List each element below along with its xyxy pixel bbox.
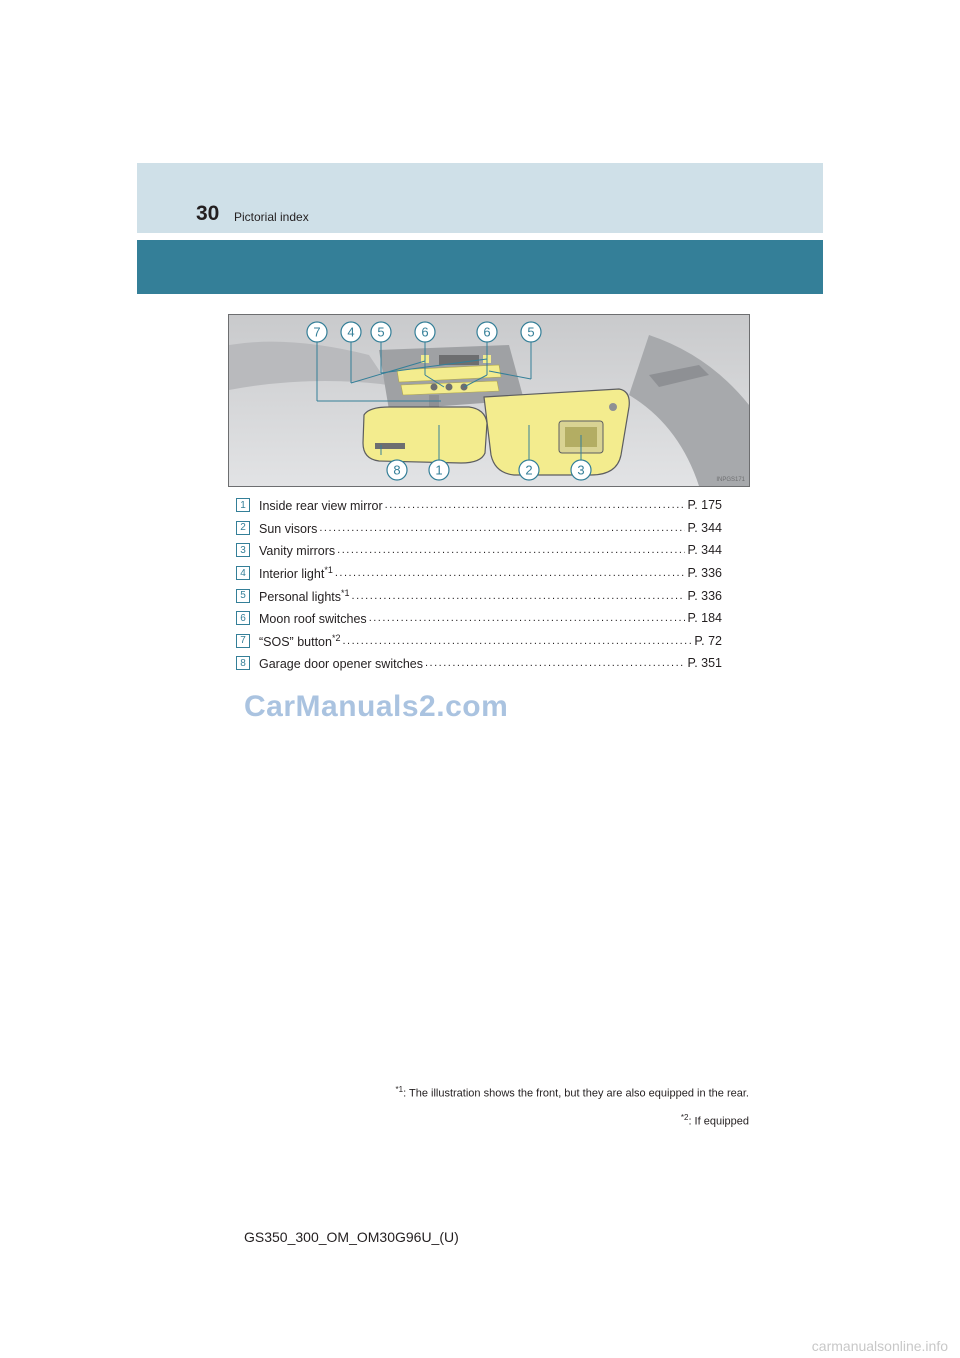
callout-5a-label: 5 [377, 324, 385, 340]
page-reference-link[interactable]: P. 175 [687, 498, 722, 513]
item-footnote-mark: *2 [331, 632, 341, 643]
item-label-text: Interior light [259, 567, 325, 582]
leader-dots [352, 590, 686, 602]
list-item [236, 494, 722, 517]
illustration-drawing [229, 315, 749, 486]
list-item [236, 539, 722, 562]
leader-dots [335, 567, 686, 579]
page-reference-link[interactable]: P. 351 [687, 656, 722, 671]
callout-6a-label: 6 [421, 324, 429, 340]
callout-5b-label: 5 [527, 324, 535, 340]
callout-4-label: 4 [347, 324, 355, 340]
leader-dots [369, 612, 686, 624]
footnote-2 [396, 1106, 749, 1134]
list-item [236, 584, 722, 607]
footnote-text: : The illustration shows the front, but they are also equipped in the rear. [403, 1087, 749, 1100]
item-label-text: Inside rear view mirror [259, 499, 383, 514]
item-label-text: Vanity mirrors [259, 544, 336, 559]
watermark: CarManuals2.com [244, 690, 509, 723]
list-item [236, 562, 722, 585]
item-footnote-mark: *1 [341, 587, 350, 598]
page-reference-link[interactable]: P. 344 [687, 543, 722, 558]
list-item [236, 630, 722, 653]
item-label [259, 588, 350, 604]
item-number-badge: 2 [236, 521, 250, 535]
list-item [236, 652, 722, 675]
document-code: GS350_300_OM_OM30G96U_(U) [244, 1229, 459, 1245]
item-label [259, 610, 367, 626]
page-reference-link[interactable]: P. 336 [687, 566, 722, 581]
leader-dots [337, 544, 685, 556]
item-label-text: Personal lights [259, 589, 341, 604]
rear-view-mirror [363, 407, 487, 463]
item-number-badge: 7 [236, 634, 250, 648]
page-reference-link[interactable]: P. 344 [687, 520, 722, 535]
item-label [259, 565, 333, 581]
overhead-console-illustration [228, 314, 750, 487]
switch-knob-2 [446, 384, 453, 391]
footnote-1 [396, 1078, 749, 1106]
bottom-watermark: carmanualsonline.info [811, 1338, 948, 1354]
item-label-text: “SOS” button [259, 634, 332, 649]
item-number-badge: 1 [236, 498, 250, 512]
list-item [236, 517, 722, 540]
sun-visor [484, 389, 629, 475]
page-reference-link[interactable]: P. 184 [687, 611, 722, 626]
visor-clip [609, 403, 617, 411]
footnote-mark: *2 [680, 1112, 689, 1122]
console-display [439, 355, 479, 365]
item-footnote-mark: *1 [324, 565, 333, 575]
item-label-text: Moon roof switches [259, 612, 367, 627]
callout-8-label: 8 [393, 462, 401, 478]
item-number-badge: 3 [236, 543, 250, 557]
title-bar [137, 240, 823, 294]
item-number-badge: 8 [236, 656, 250, 670]
leader-dots [342, 635, 692, 647]
leader-dots [385, 499, 686, 511]
figure-id: INPGS171 [716, 477, 745, 483]
callout-1-label: 1 [435, 462, 443, 478]
footnote-text: : If equipped [688, 1115, 749, 1128]
item-label [259, 520, 317, 536]
page-number: 30 [196, 202, 220, 225]
item-list [236, 494, 722, 675]
section-title: Pictorial index [234, 210, 309, 224]
page-reference-link[interactable]: P. 72 [694, 633, 722, 648]
callout-6b-label: 6 [483, 324, 491, 340]
callout-3-label: 3 [577, 462, 585, 478]
footnote-mark: *1 [395, 1085, 404, 1094]
callout-7-label: 7 [313, 324, 321, 340]
item-label [259, 497, 383, 513]
item-label [259, 542, 335, 558]
item-number-badge: 4 [236, 566, 250, 580]
leader-dots [319, 522, 685, 534]
garage-door-buttons [375, 443, 405, 449]
item-label [259, 655, 423, 671]
footnotes [396, 1078, 749, 1133]
page-reference-link[interactable]: P. 336 [687, 588, 722, 603]
callout-2-label: 2 [525, 462, 533, 478]
item-label-text: Garage door opener switches [259, 657, 423, 672]
item-label [259, 633, 340, 649]
list-item [236, 607, 722, 630]
switch-knob-1 [431, 384, 438, 391]
leader-dots [425, 657, 685, 669]
item-label-text: Sun visors [259, 521, 318, 536]
item-number-badge: 5 [236, 589, 250, 603]
item-number-badge: 6 [236, 611, 250, 625]
